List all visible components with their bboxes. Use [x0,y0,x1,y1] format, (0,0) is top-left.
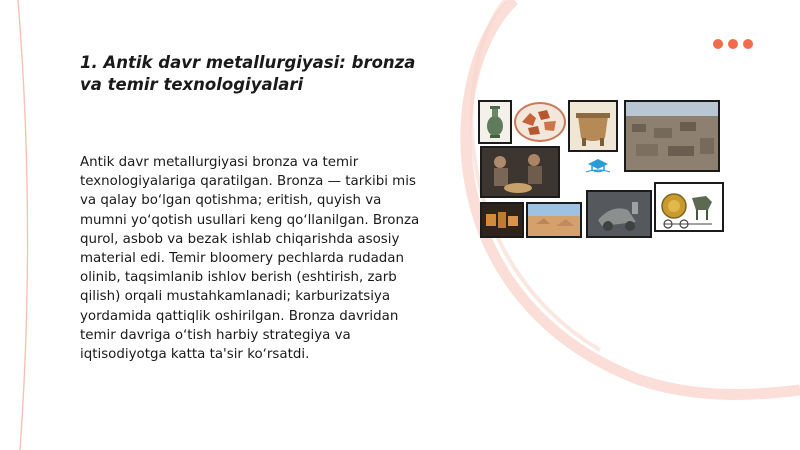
bronze-casting-workers-photo [480,146,560,198]
slide-title: 1. Antik davr metallurgiyasi: bronza va temir texnologiyalari [80,53,416,94]
bronze-vessel-photo [478,100,512,144]
accent-dot [728,39,738,49]
sun-chariot-illustration [654,182,724,232]
left-arc [18,0,28,450]
accent-dot [713,39,723,49]
bronze-chariot-figure-photo [586,190,652,238]
bronze-fragments-photo [514,102,566,142]
education-logo [580,154,616,180]
bronze-tools-photo [480,202,524,238]
image-collage [478,98,728,243]
accent-dot [743,39,753,49]
slide-body-text: Antik davr metallurgiyasi bronza va temir texnologiyalariga qaratilgan. Bronza — tarkibi mis va qalay boʻlgan qotishma; eritish, quyish va mumni yoʻqotish usullari keng qoʻllanilgan. Bronza qurol, asbob va bezak ishlab chiqarishda asosiy material edi. Temir bloomery pechlarda rudadan olinib, taqsimlanib ishlov berish (eshtirish, zarb qilish) orqali mustahkamlanadi; karburizatsiya yordamida qattiqlik oshirilgan. Bronza davridan temir davriga oʻtish harbiy strategiya va iqtisodiyotga katta ta'sir koʻrsatdi. [80,155,420,363]
ancient-city-ruins-photo [624,100,720,172]
desert-excavation-photo [526,202,582,238]
bronze-cauldron-photo [568,100,618,152]
menu-dots [713,39,753,49]
